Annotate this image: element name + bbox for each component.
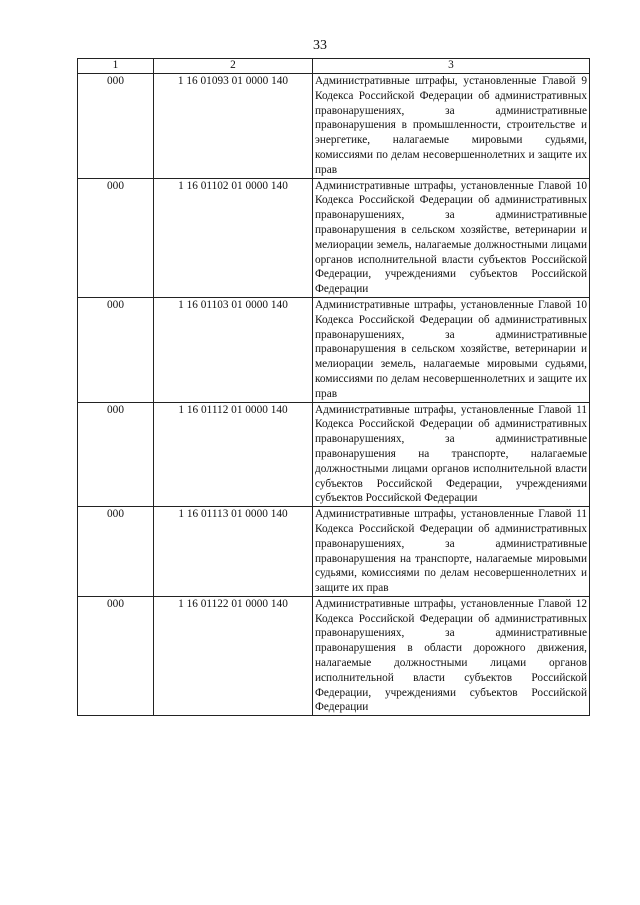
kbk-code-cell: 1 16 01102 01 0000 140 — [154, 178, 313, 297]
table-row — [78, 178, 590, 297]
admin-code-cell: 000 — [78, 178, 154, 297]
column-header-2: 2 — [154, 59, 313, 74]
column-header-1: 1 — [78, 59, 154, 74]
table-header-row — [78, 59, 590, 74]
description-cell: Административные штрафы, установленные Главой 10 Кодекса Российской Федерации об административных правонарушениях, за административные правонарушения в сельском хозяйстве, ветеринарии и мелиорации земель, налагаемые мировыми судьями, комиссиями по делам несовершеннолетних и защите их прав — [313, 297, 590, 402]
kbk-code-cell: 1 16 01122 01 0000 140 — [154, 596, 313, 715]
column-header-3: 3 — [313, 59, 590, 74]
description-cell: Административные штрафы, установленные Главой 11 Кодекса Российской Федерации об административных правонарушениях, за административные правонарушения на транспорте, налагаемые должностными лицами органов исполнительной власти субъектов Российской Федерации, учреждениями субъектов Российской Федерации — [313, 402, 590, 507]
admin-code-cell: 000 — [78, 297, 154, 402]
table-row — [78, 297, 590, 402]
table-row — [78, 507, 590, 597]
admin-code-cell: 000 — [78, 74, 154, 179]
kbk-code-cell: 1 16 01112 01 0000 140 — [154, 402, 313, 507]
kbk-code-cell: 1 16 01103 01 0000 140 — [154, 297, 313, 402]
description-cell: Административные штрафы, установленные Главой 9 Кодекса Российской Федерации об административных правонарушениях, за административные правонарушения в промышленности, строительстве и энергетике, налагаемые мировыми судьями, комиссиями по делам несовершеннолетних и защите их прав — [313, 74, 590, 179]
description-cell: Административные штрафы, установленные Главой 12 Кодекса Российской Федерации об административных правонарушениях, за административные правонарушения в области дорожного движения, налагаемые должностными лицами органов исполнительной власти субъектов Российской Федерации, учреждениями субъектов Российской Федерации — [313, 596, 590, 715]
budget-classification-table — [77, 58, 590, 716]
page-number: 33 — [313, 38, 327, 53]
description-cell: Административные штрафы, установленные Главой 10 Кодекса Российской Федерации об административных правонарушениях, за административные правонарушения в сельском хозяйстве, ветеринарии и мелиорации земель, налагаемые должностными лицами органов исполнительной власти субъектов Российской Федерации, учреждениями субъектов Российской Федерации — [313, 178, 590, 297]
admin-code-cell: 000 — [78, 402, 154, 507]
admin-code-cell: 000 — [78, 596, 154, 715]
kbk-code-cell: 1 16 01093 01 0000 140 — [154, 74, 313, 179]
table-row — [78, 402, 590, 507]
admin-code-cell: 000 — [78, 507, 154, 597]
table-row — [78, 596, 590, 715]
kbk-code-cell: 1 16 01113 01 0000 140 — [154, 507, 313, 597]
table-row — [78, 74, 590, 179]
description-cell: Административные штрафы, установленные Главой 11 Кодекса Российской Федерации об административных правонарушениях, за административные правонарушения на транспорте, налагаемые мировыми судьями, комиссиями по делам несовершеннолетних и защите их прав — [313, 507, 590, 597]
